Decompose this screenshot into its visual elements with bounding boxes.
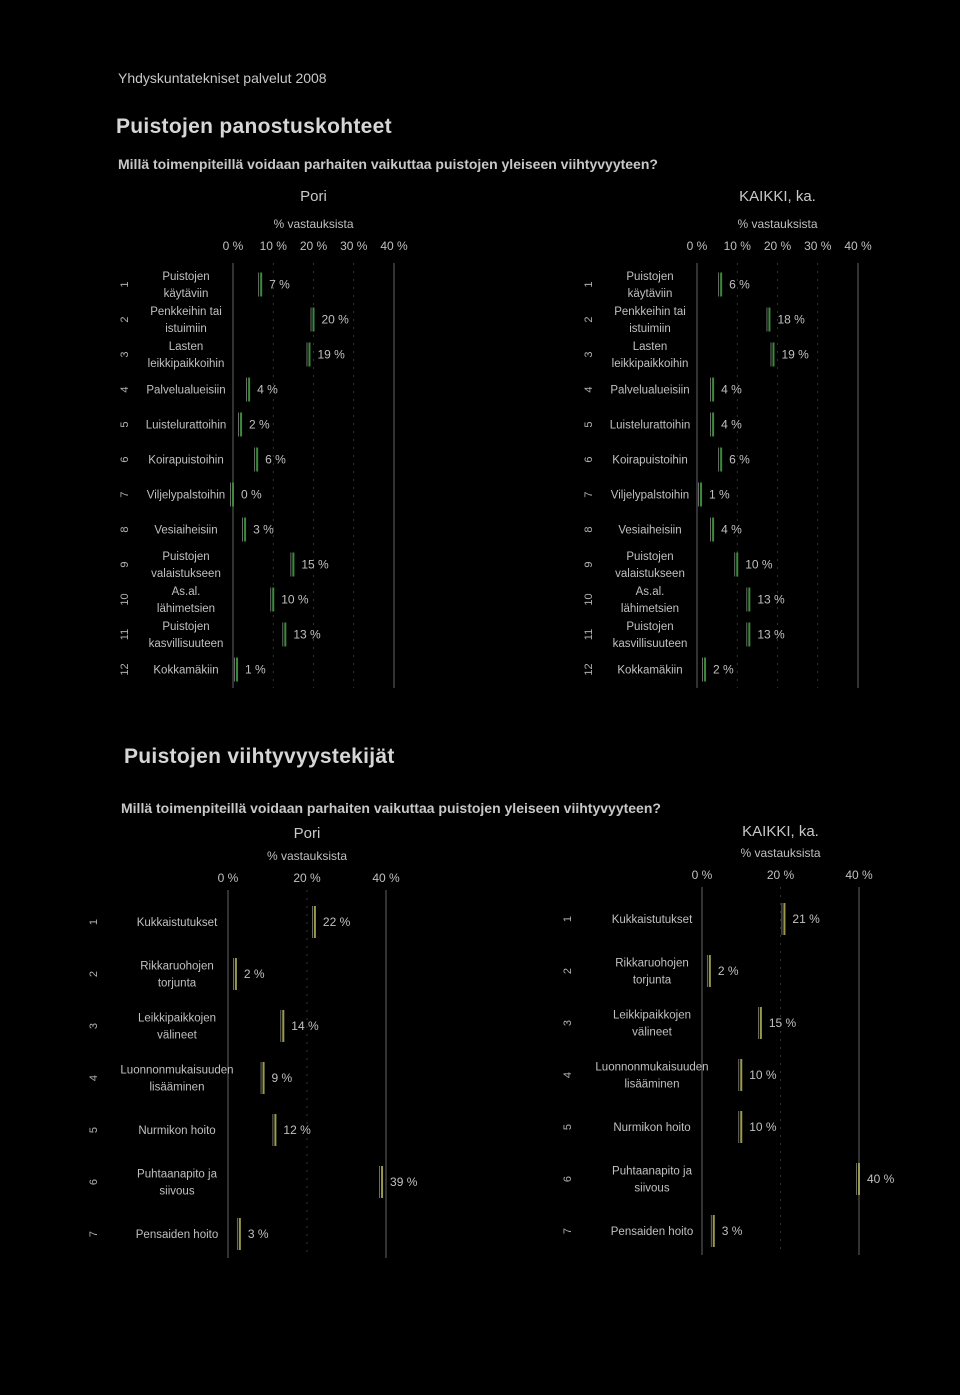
chart4-row-number: 7 bbox=[562, 1227, 574, 1235]
chart2-row-number: 7 bbox=[583, 491, 595, 498]
chart1-value-label: 0 % bbox=[241, 487, 262, 502]
chart1-category-label: Koirapuistoihin bbox=[148, 454, 224, 467]
chart4-value-label: 10 % bbox=[749, 1120, 777, 1134]
chart2-tick-label: 20 % bbox=[763, 239, 792, 253]
chart3-subtitle: % vastauksista bbox=[266, 849, 348, 863]
chart1-value-label: 1 % bbox=[245, 662, 266, 677]
chart1-value-label: 15 % bbox=[301, 557, 329, 572]
chart3-value-label: 39 % bbox=[390, 1175, 418, 1189]
chart1-tick-label: 40 % bbox=[380, 239, 408, 253]
chart2-bar bbox=[772, 343, 774, 367]
chart1-row-number: 2 bbox=[119, 316, 131, 323]
chart1-category-label: Luistelurattoihin bbox=[145, 419, 227, 432]
chart1-category-label: Vesiaiheisiin bbox=[154, 524, 218, 537]
chart2-bar bbox=[712, 518, 714, 542]
chart1-category-label: Lasten bbox=[168, 341, 204, 353]
chart1-row-number: 12 bbox=[119, 663, 131, 676]
chart2-category-label: valaistukseen bbox=[615, 568, 685, 580]
chart4-category-label: siivous bbox=[634, 1182, 670, 1195]
chart2-bar bbox=[768, 308, 770, 332]
chart1-value-label: 19 % bbox=[317, 347, 345, 362]
chart2-value-label: 6 % bbox=[729, 452, 750, 467]
chart3-category-label: Luonnonmukaisuuden bbox=[120, 1064, 234, 1077]
chart3-bar bbox=[235, 958, 237, 990]
chart1-value-label: 3 % bbox=[253, 522, 274, 537]
chart1-category-label: valaistukseen bbox=[151, 568, 221, 580]
chart2-title: KAIKKI, ka. bbox=[739, 188, 816, 205]
chart2-value-label: 2 % bbox=[713, 662, 734, 677]
chart4-category-label: Rikkaruohojen bbox=[615, 957, 689, 970]
chart1-bar bbox=[248, 378, 250, 402]
chart2-category-label: Kokkamäkiin bbox=[617, 664, 683, 677]
chart3-category-label: välineet bbox=[157, 1029, 197, 1042]
chart2-bar bbox=[720, 448, 722, 472]
chart1-value-label: 2 % bbox=[249, 417, 270, 432]
chart4-row-number: 5 bbox=[562, 1123, 574, 1131]
chart1-bar bbox=[236, 658, 238, 682]
chart3-value-label: 2 % bbox=[243, 967, 265, 981]
chart4-value-label: 21 % bbox=[792, 912, 820, 926]
chart4-value-label: 40 % bbox=[867, 1172, 895, 1186]
chart4-tick-label: 40 % bbox=[845, 868, 873, 882]
chart1-category-label: istuimiin bbox=[165, 323, 207, 335]
chart2-value-label: 18 % bbox=[777, 312, 805, 327]
chart1-bar bbox=[292, 553, 294, 577]
chart2-tick-label: 10 % bbox=[723, 239, 751, 253]
chart2-value-label: 19 % bbox=[781, 347, 809, 362]
chart2-category-label: leikkipaikkoihin bbox=[611, 358, 689, 370]
chart1-bar bbox=[232, 483, 234, 507]
chart2-row-number: 1 bbox=[583, 281, 595, 288]
section2-question: Millä toimenpiteillä voidaan parhaiten vaikuttaa puistojen yleiseen viihtyvyyteen? bbox=[121, 800, 661, 816]
chart2-value-label: 6 % bbox=[729, 277, 750, 292]
chart1-bar bbox=[244, 518, 246, 542]
chart1-value-label: 7 % bbox=[269, 277, 290, 292]
chart1-bar bbox=[256, 448, 258, 472]
chart2-row-number: 2 bbox=[583, 316, 595, 323]
chart1-row-number: 8 bbox=[119, 526, 131, 533]
chart2-row-number: 11 bbox=[583, 628, 595, 641]
chart2-value-label: 1 % bbox=[709, 487, 730, 502]
chart2-row-number: 4 bbox=[583, 386, 595, 393]
chart3-row-number: 7 bbox=[88, 1230, 100, 1238]
chart2-row-number: 6 bbox=[583, 456, 595, 463]
chart4-category-label: Luonnonmukaisuuden bbox=[595, 1061, 709, 1074]
chart2-category-label: Viljelypalstoihin bbox=[610, 489, 690, 502]
chart2-category-label: kasvillisuuteen bbox=[612, 638, 688, 650]
chart1-row-number: 4 bbox=[119, 386, 131, 393]
chart2-row-number: 8 bbox=[583, 526, 595, 533]
chart4-row-number: 2 bbox=[562, 967, 574, 975]
chart1-tick-label: 10 % bbox=[259, 239, 287, 253]
chart3-bar bbox=[381, 1166, 383, 1198]
section1-question: Millä toimenpiteillä voidaan parhaiten vaikuttaa puistojen yleiseen viihtyvyyteen? bbox=[118, 156, 658, 172]
chart3-title: Pori bbox=[293, 825, 321, 842]
chart2-category-label: Penkkeihin tai bbox=[614, 306, 686, 318]
chart3-value-label: 12 % bbox=[283, 1123, 311, 1137]
chart3-category-label: siivous bbox=[159, 1185, 195, 1198]
chart4-subtitle: % vastauksista bbox=[740, 846, 821, 860]
chart4-value-label: 2 % bbox=[717, 964, 739, 978]
chart4-value-label: 10 % bbox=[749, 1068, 777, 1082]
chart1-category-label: Viljelypalstoihin bbox=[146, 489, 226, 502]
chart1-value-label: 13 % bbox=[293, 627, 321, 642]
chart3-value-label: 22 % bbox=[322, 915, 351, 929]
chart4-row-number: 6 bbox=[562, 1175, 574, 1183]
chart1-row-number: 1 bbox=[119, 281, 131, 288]
chart2-category-label: Luistelurattoihin bbox=[609, 419, 691, 432]
chart3-row-number: 6 bbox=[88, 1178, 100, 1186]
chart1-title: Pori bbox=[300, 188, 327, 205]
chart2-bar bbox=[748, 623, 750, 647]
chart3-row-number: 4 bbox=[88, 1074, 100, 1082]
chart1-row-number: 3 bbox=[119, 351, 131, 358]
chart1-value-label: 6 % bbox=[265, 452, 286, 467]
chart4-tick-label: 20 % bbox=[766, 868, 795, 882]
chart2-category-label: Puistojen bbox=[626, 271, 674, 283]
chart3-tick-label: 20 % bbox=[293, 871, 321, 885]
chart1-bar bbox=[308, 343, 310, 367]
chart2-value-label: 13 % bbox=[757, 627, 785, 642]
chart4-title: KAIKKI, ka. bbox=[742, 823, 819, 840]
chart3-value-label: 9 % bbox=[271, 1071, 293, 1085]
chart2-bar bbox=[704, 658, 706, 682]
chart3-tick-label: 40 % bbox=[372, 871, 400, 885]
chart1-tick-label: 20 % bbox=[299, 239, 328, 253]
chart1-row-number: 11 bbox=[119, 628, 131, 641]
chart4-row-number: 3 bbox=[562, 1019, 574, 1027]
chart2-category-label: Palvelualueisiin bbox=[610, 384, 690, 397]
chart2-subtitle: % vastauksista bbox=[737, 217, 818, 231]
chart3-row-number: 1 bbox=[88, 918, 100, 926]
chart2-row-number: 9 bbox=[583, 561, 595, 568]
chart1-category-label: Palvelualueisiin bbox=[146, 384, 226, 397]
chart1-category-label: Puistojen bbox=[162, 271, 210, 283]
chart1-category-label: As.al. bbox=[171, 586, 201, 598]
chart1-category-label: Puistojen bbox=[162, 621, 210, 633]
chart1-row-number: 7 bbox=[119, 491, 131, 498]
chart2-row-number: 5 bbox=[583, 421, 595, 428]
chart3-row-number: 2 bbox=[88, 970, 100, 978]
chart1-bar bbox=[272, 588, 274, 612]
chart1-category-label: Puistojen bbox=[162, 551, 210, 563]
chart3-category-label: lisääminen bbox=[149, 1081, 205, 1094]
chart3-row-number: 5 bbox=[88, 1126, 100, 1134]
chart1-bar bbox=[284, 623, 286, 647]
chart1-row-number: 6 bbox=[119, 456, 131, 463]
chart2-category-label: Koirapuistoihin bbox=[612, 454, 688, 467]
chart2-bar bbox=[700, 483, 702, 507]
chart3-category-label: Nurmikon hoito bbox=[138, 1125, 216, 1137]
header-label: Yhdyskuntatekniset palvelut 2008 bbox=[118, 70, 327, 86]
chart2-tick-label: 0 % bbox=[686, 239, 708, 253]
chart3-category-label: Puhtaanapito ja bbox=[137, 1168, 217, 1181]
chart1-row-number: 9 bbox=[119, 561, 131, 568]
chart3-value-label: 3 % bbox=[247, 1227, 269, 1241]
chart2-tick-label: 30 % bbox=[804, 239, 832, 253]
chart2-bar bbox=[720, 273, 722, 297]
chart2-category-label: Puistojen bbox=[626, 551, 674, 563]
chart2-category-label: As.al. bbox=[635, 586, 665, 598]
chart3-category-label: Pensaiden hoito bbox=[135, 1229, 219, 1241]
chart3-bar bbox=[314, 906, 316, 938]
section2-title: Puistojen viihtyvyystekijät bbox=[124, 745, 395, 768]
chart3-category-label: Kukkaistutukset bbox=[136, 917, 218, 929]
chart2-bar bbox=[736, 553, 738, 577]
chart1-category-label: kasvillisuuteen bbox=[148, 638, 224, 650]
chart2-category-label: käytäviin bbox=[627, 288, 673, 300]
chart1-value-label: 20 % bbox=[321, 312, 349, 327]
chart4-row-number: 4 bbox=[562, 1071, 574, 1079]
chart1-subtitle: % vastauksista bbox=[273, 217, 354, 231]
chart2-value-label: 4 % bbox=[721, 382, 742, 397]
chart4-category-label: lisääminen bbox=[624, 1078, 680, 1091]
chart2-value-label: 4 % bbox=[721, 417, 742, 432]
chart2-row-number: 3 bbox=[583, 351, 595, 358]
chart4-category-label: Puhtaanapito ja bbox=[612, 1165, 692, 1178]
chart3-row-number: 3 bbox=[88, 1022, 100, 1030]
chart3-bar bbox=[239, 1218, 241, 1250]
chart3-category-label: Leikkipaikkojen bbox=[138, 1012, 216, 1025]
chart4-category-label: torjunta bbox=[632, 974, 672, 987]
chart4-category-label: Kukkaistutukset bbox=[611, 914, 693, 926]
chart1-bar bbox=[260, 273, 262, 297]
chart2-row-number: 10 bbox=[583, 593, 595, 606]
chart4-bar bbox=[783, 903, 785, 935]
chart4-tick-label: 0 % bbox=[691, 868, 713, 882]
chart1-tick-label: 0 % bbox=[222, 239, 244, 253]
chart4-category-label: Leikkipaikkojen bbox=[613, 1009, 691, 1022]
chart3-value-label: 14 % bbox=[291, 1019, 319, 1033]
chart3-category-label: Rikkaruohojen bbox=[140, 960, 214, 973]
chart4-bar bbox=[713, 1215, 715, 1247]
chart2-tick-label: 40 % bbox=[844, 239, 872, 253]
chart2-value-label: 10 % bbox=[745, 557, 773, 572]
chart4-bar bbox=[709, 955, 711, 987]
section1-title: Puistojen panostuskohteet bbox=[116, 115, 392, 138]
chart1-value-label: 4 % bbox=[257, 382, 278, 397]
chart2-row-number: 12 bbox=[583, 663, 595, 676]
chart4-value-label: 15 % bbox=[768, 1016, 797, 1030]
chart2-bar bbox=[748, 588, 750, 612]
chart2-category-label: Vesiaiheisiin bbox=[618, 524, 682, 537]
chart3-bar bbox=[263, 1062, 265, 1094]
chart2-value-label: 13 % bbox=[757, 592, 785, 607]
chart4-category-label: välineet bbox=[632, 1026, 672, 1039]
chart1-category-label: lähimetsien bbox=[156, 603, 216, 615]
chart1-bar bbox=[240, 413, 242, 437]
chart4-category-label: Pensaiden hoito bbox=[610, 1226, 694, 1238]
chart2-category-label: lähimetsien bbox=[620, 603, 680, 615]
chart1-row-number: 5 bbox=[119, 421, 131, 428]
chart3-bar bbox=[274, 1114, 276, 1146]
chart1-category-label: käytäviin bbox=[163, 288, 209, 300]
chart2-bar bbox=[712, 413, 714, 437]
chart3-bar bbox=[282, 1010, 284, 1042]
chart3-tick-label: 0 % bbox=[217, 871, 239, 885]
chart4-bar bbox=[858, 1163, 860, 1195]
chart1-bar bbox=[313, 308, 315, 332]
chart3-category-label: torjunta bbox=[157, 977, 197, 990]
chart4-value-label: 3 % bbox=[721, 1224, 743, 1238]
chart1-tick-label: 30 % bbox=[340, 239, 368, 253]
chart4-bar bbox=[760, 1007, 762, 1039]
chart4-row-number: 1 bbox=[562, 915, 574, 923]
chart2-category-label: Puistojen bbox=[626, 621, 674, 633]
chart2-category-label: istuimiin bbox=[629, 323, 671, 335]
chart1-value-label: 10 % bbox=[281, 592, 309, 607]
chart4-category-label: Nurmikon hoito bbox=[613, 1122, 691, 1134]
chart2-bar bbox=[712, 378, 714, 402]
chart1-category-label: Kokkamäkiin bbox=[153, 664, 219, 677]
chart1-category-label: Penkkeihin tai bbox=[150, 306, 222, 318]
chart1-category-label: leikkipaikkoihin bbox=[147, 358, 225, 370]
chart4-bar bbox=[740, 1059, 742, 1091]
chart1-row-number: 10 bbox=[119, 593, 131, 606]
chart2-value-label: 4 % bbox=[721, 522, 742, 537]
chart4-bar bbox=[740, 1111, 742, 1143]
chart2-category-label: Lasten bbox=[632, 341, 668, 353]
